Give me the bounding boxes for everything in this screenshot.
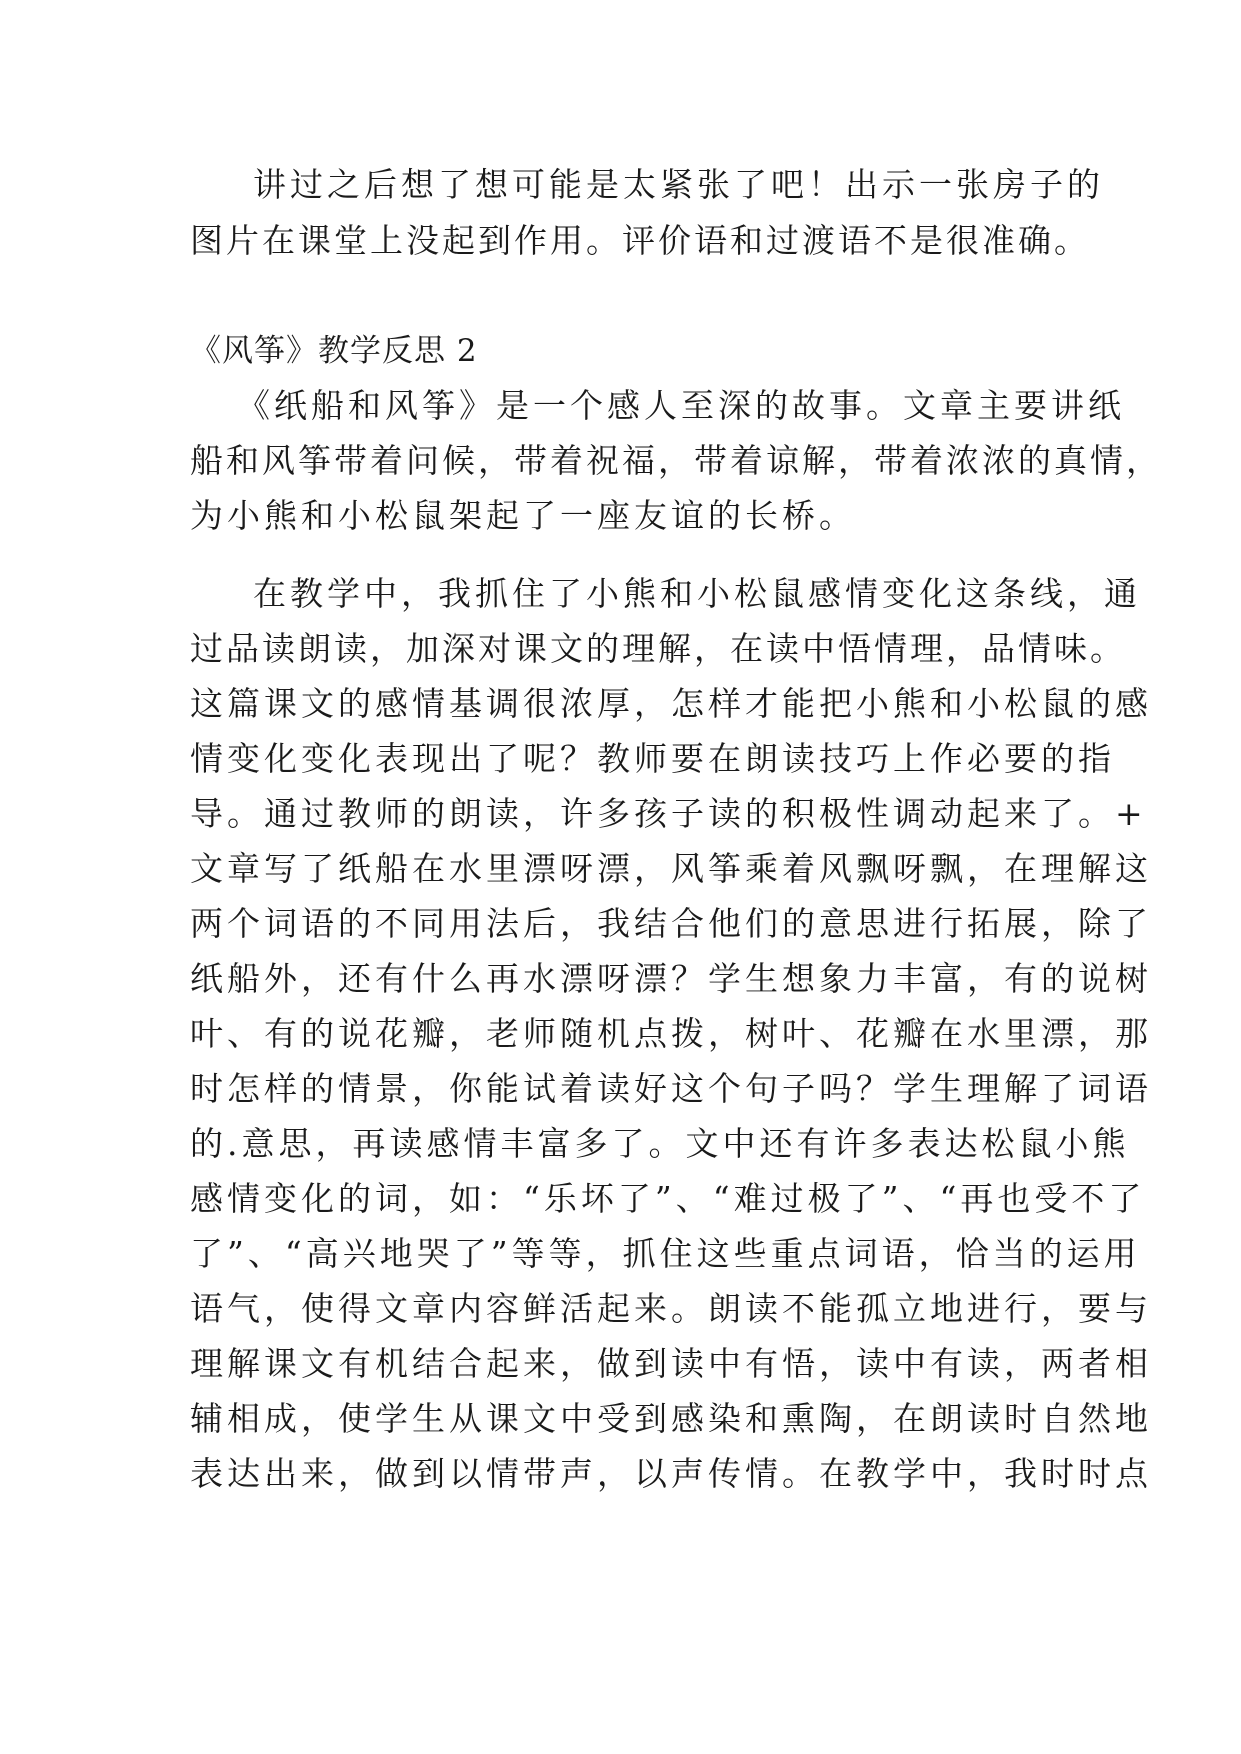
text-line: 过品读朗读，加深对课文的理解，在读中悟情理，品情味。 xyxy=(190,629,1126,668)
text-line: 两个词语的不同用法后，我结合他们的意思进行拓展，除了 xyxy=(190,904,1152,943)
text-line: 理解课文有机结合起来，做到读中有悟，读中有读，两者相 xyxy=(190,1344,1152,1383)
text-line: 船和风筝带着问候，带着祝福，带着谅解，带着浓浓的真情， xyxy=(190,441,1162,480)
text-line: 叶、有的说花瓣，老师随机点拨，树叶、花瓣在水里漂，那 xyxy=(190,1014,1152,1053)
text-line: 为小熊和小松鼠架起了一座友谊的长桥。 xyxy=(190,496,856,535)
text-line: 了”、“高兴地哭了”等等，抓住这些重点词语，恰当的运用 xyxy=(190,1234,1141,1273)
text-line: 导。通过教师的朗读，许多孩子读的积极性调动起来了。+ xyxy=(190,794,1147,833)
text-line: 感情变化的词，如：“乐坏了”、“难过极了”、“再也受不了 xyxy=(190,1179,1146,1218)
text-line: 时怎样的情景，你能试着读好这个句子吗？学生理解了词语 xyxy=(190,1069,1152,1108)
text-line: 语气，使得文章内容鲜活起来。朗读不能孤立地进行，要与 xyxy=(190,1289,1152,1328)
text-line: 图片在课堂上没起到作用。评价语和过渡语不是很准确。 xyxy=(190,221,1090,260)
text-line: 讲过之后想了想可能是太紧张了吧！出示一张房子的 xyxy=(253,165,1104,204)
text-line: 文章写了纸船在水里漂呀漂，风筝乘着风飘呀飘，在理解这 xyxy=(190,849,1152,888)
text-line: 表达出来，做到以情带声，以声传情。在教学中，我时时点 xyxy=(190,1454,1152,1493)
text-line: 情变化变化表现出了呢？教师要在朗读技巧上作必要的指 xyxy=(190,739,1115,778)
section-heading: 《风筝》教学反思 2 xyxy=(190,333,478,369)
text-line: 辅相成，使学生从课文中受到感染和熏陶，在朗读时自然地 xyxy=(190,1399,1152,1438)
text-line: 这篇课文的感情基调很浓厚，怎样才能把小熊和小松鼠的感 xyxy=(190,684,1152,723)
text-line: 在教学中，我抓住了小熊和小松鼠感情变化这条线，通 xyxy=(253,574,1141,613)
text-line: 的.意思，再读感情丰富多了。文中还有许多表达松鼠小熊 xyxy=(190,1124,1130,1163)
text-line: 《纸船和风筝》是一个感人至深的故事。文章主要讲纸 xyxy=(237,386,1125,425)
text-line: 纸船外，还有什么再水漂呀漂？学生想象力丰富，有的说树 xyxy=(190,959,1152,998)
